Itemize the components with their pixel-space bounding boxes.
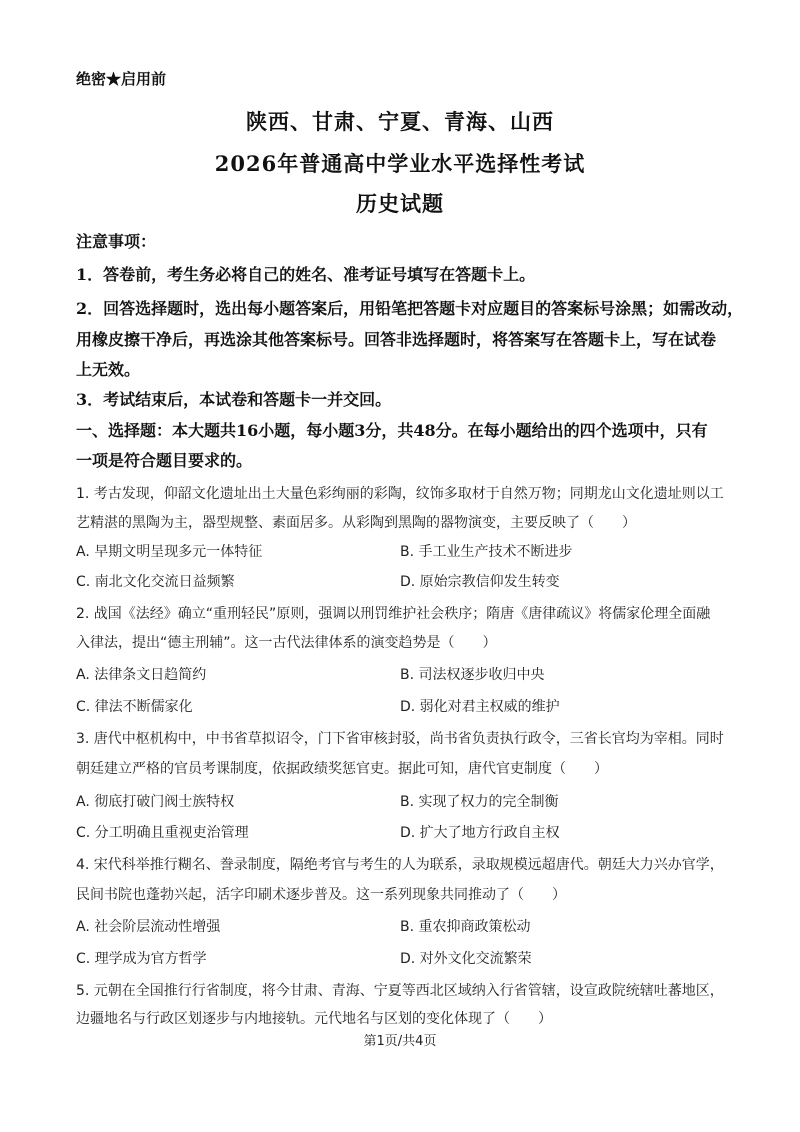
notes-heading: 注意事项： (76, 232, 157, 251)
exam-title-name: 2026年普通高中学业水平选择性考试 (214, 151, 586, 176)
question-2-option-c: C. 律法不断儒家化 (76, 699, 193, 715)
question-2-option-a: A. 法律条文日趋简约 (76, 667, 207, 683)
secret-mark: 绝密★启用前 (76, 70, 167, 88)
note-item-2-line-1: 2．回答选择题时，选出每小题答案后，用铅笔把答题卡对应题目的答案标号涂黑；如需改动， (76, 299, 744, 318)
question-3-option-a: A. 彻底打破门阀士族特权 (76, 794, 235, 810)
question-1-option-b: B. 手工业生产技术不断进步 (400, 544, 573, 560)
exam-subject: 历史试题 (356, 191, 444, 216)
question-4-stem-line-2: 民间书院也蓬勃兴起，活字印刷术逐步普及。这一系列现象共同推动了（ ） (76, 887, 566, 903)
question-1-stem-line-1: 1. 考古发现，仰韶文化遗址出土大量色彩绚丽的彩陶，纹饰多取材于自然万物；同期龙山文化遗址则以工 (76, 486, 724, 502)
question-4-option-c: C. 理学成为官方哲学 (76, 951, 207, 967)
question-3-option-c: C. 分工明确且重视吏治管理 (76, 825, 249, 841)
question-3-option-d: D. 扩大了地方行政自主权 (400, 825, 560, 841)
question-4-option-d: D. 对外文化交流繁荣 (400, 951, 532, 967)
question-1-option-c: C. 南北文化交流日益频繁 (76, 574, 235, 590)
section-heading-line-1: 一、选择题：本大题共16小题，每小题3分，共48分。在每小题给出的四个选项中，只有 (76, 421, 708, 440)
question-5-stem-line-2: 边疆地名与行政区划逐步与内地接轨。元代地名与区划的变化体现了（ ） (76, 1011, 552, 1027)
page-number: 第1页/共4页 (363, 1034, 437, 1049)
question-3-option-b: B. 实现了权力的完全制衡 (400, 794, 559, 810)
exam-title-regions: 陕西、甘肃、宁夏、青海、山西 (246, 109, 554, 134)
question-2-option-d: D. 弱化对君主权威的维护 (400, 699, 560, 715)
question-1-stem-line-2: 艺精湛的黑陶为主，器型规整、素面居多。从彩陶到黑陶的器物演变，主要反映了（ ） (76, 515, 636, 531)
section-heading-line-2: 一项是符合题目要求的。 (76, 451, 253, 470)
note-item-2-line-2: 用橡皮擦干净后，再选涂其他答案标号。回答非选择题时，将答案写在答题卡上，写在试卷 (76, 330, 717, 349)
question-1-option-a: A. 早期文明呈现多元一体特征 (76, 544, 263, 560)
question-3-stem-line-1: 3. 唐代中枢机构中，中书省草拟诏令，门下省审核封驳，尚书省负责执行政令，三省长官均为宰相。同时 (76, 731, 724, 747)
question-1-option-d: D. 原始宗教信仰发生转变 (400, 574, 560, 590)
question-4-option-b: B. 重农抑商政策松动 (400, 919, 531, 935)
question-5-stem-line-1: 5. 元朝在全国推行行省制度，将今甘肃、青海、宁夏等西北区域纳入行省管辖，设宣政院统辖吐蕃地区， (76, 983, 724, 999)
question-4-stem-line-1: 4. 宋代科举推行糊名、誊录制度，隔绝考官与考生的人为联系，录取规模远超唐代。朝廷大力兴办官学， (76, 857, 724, 873)
question-2-stem-line-2: 入律法，提出“德主刑辅”。这一古代法律体系的演变趋势是（ ） (76, 635, 497, 651)
note-item-1: 1．答卷前，考生务必将自己的姓名、准考证号填写在答题卡上。 (76, 265, 536, 284)
question-2-stem-line-1: 2. 战国《法经》确立“重刑轻民”原则，强调以刑罚维护社会秩序；隋唐《唐律疏议》将儒家伦理全面融 (76, 606, 711, 622)
question-4-option-a: A. 社会阶层流动性增强 (76, 919, 221, 935)
question-3-stem-line-2: 朝廷建立严格的官员考课制度，依据政绩奖惩官吏。据此可知，唐代官吏制度（ ） (76, 761, 608, 777)
note-item-2-line-3: 上无效。 (76, 360, 141, 379)
question-2-option-b: B. 司法权逐步收归中央 (400, 667, 545, 683)
note-item-3: 3．考试结束后，本试卷和答题卡一并交回。 (76, 390, 392, 409)
